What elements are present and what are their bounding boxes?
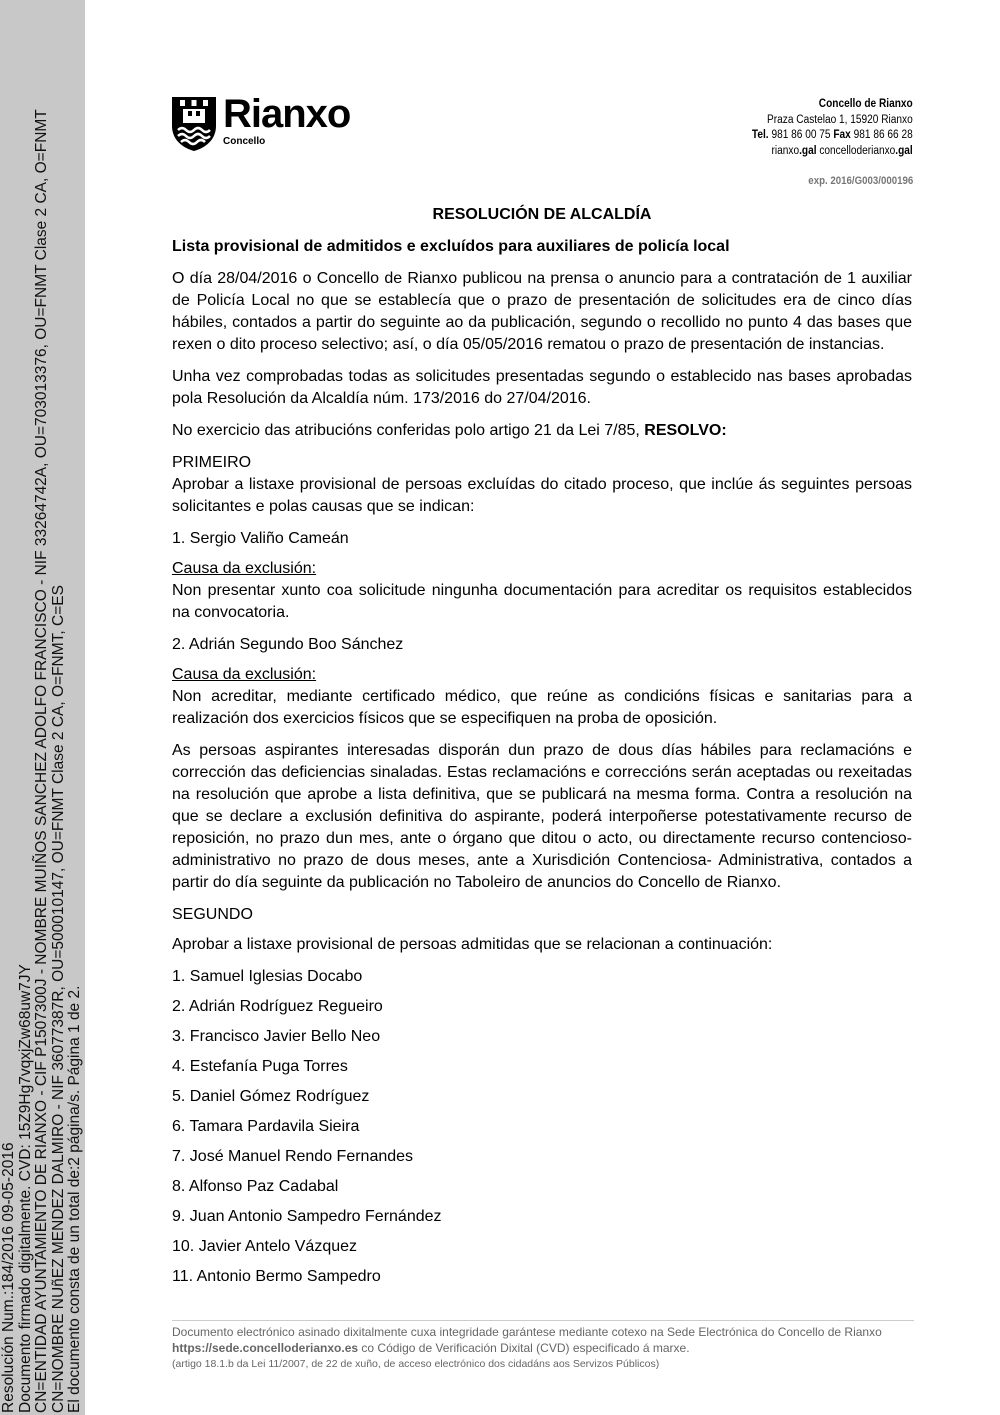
list-item: 3. Francisco Javier Bello Neo xyxy=(172,1028,381,1045)
paragraph-claims: As persoas aspirantes interesadas disporán dun prazo de dous días hábiles para reclamacións e corrección das deficiencias sinaladas. Estas reclamacións e correccións serán aceptadas ou rexeitadas na resolución que aprobe a lista definitiva, que se publicará na mesma forma. Contra a resolución na que se declare a exclusión definitiva do aspirante, poderá interpoñerse potestativamente recurso de reposición, no prazo dun mes, ante o órgano que ditou o acto, ou directamente recurso contencioso- administrativo no prazo de dous meses, ante a Xurisdición Contenciosa- Administrativa, contados a partir do día seguinte da publicación no Taboleiro de anuncios do Concello de Rianxo. xyxy=(172,742,912,891)
website-concello-tld[interactable]: .gal xyxy=(895,144,913,157)
paragraph-verification: Unha vez comprobadas todas as solicitudes presentadas segundo o establecido nas bases aprobadas pola Resolución da Alcaldía núm. 173/2016 do 27/04/2016. xyxy=(172,368,912,407)
sede-link[interactable]: https://sede.concelloderianxo.es xyxy=(172,1341,359,1355)
page-footer xyxy=(172,1320,914,1372)
website-rianxo-tld[interactable]: .gal xyxy=(799,144,817,157)
website-rianxo[interactable]: rianxo xyxy=(771,144,800,157)
signature-band xyxy=(0,0,85,1415)
list-item: 8. Alfonso Paz Cadabal xyxy=(172,1178,339,1195)
signature-line-3: CN=ENTIDAD AYUNTAMIENTO DE RIANXO - CIF P1507300J - NOMBRE MUIÑOS SANCHEZ ADOLFO FRANCISCO - NIF 33264742A, OU=703013376, OU=FNMT Clase 2 CA, O=FNMT xyxy=(33,109,51,1413)
paragraph-excluded-intro: Aprobar a listaxe provisional de persoas excluídas do citado proceso, que inclúe ás seguintes persoas solicitantes e polas causas que se indican: xyxy=(172,476,912,515)
exclusion-cause-label-1: Causa da exclusión: xyxy=(172,560,317,577)
page-title: RESOLUCIÓN DE ALCALDÍA xyxy=(432,206,652,223)
websites-line xyxy=(752,144,913,160)
footer-line-2 xyxy=(172,1340,914,1356)
admitted-list xyxy=(172,966,912,1288)
fax-number: 981 86 66 28 xyxy=(853,129,913,141)
list-item: 5. Daniel Gómez Rodríguez xyxy=(172,1088,370,1105)
fax-label: Fax xyxy=(833,129,852,141)
org-name: Concello de Rianxo xyxy=(819,98,913,110)
signature-line-4: CN=NOMBRE NUñEZ MENDEZ DALMIRO - NIF 36077387R, OU=500010147, OU=FNMT Clase 2 CA, O=FNMT, C=ES xyxy=(49,585,67,1413)
tel-number: 981 86 00 75 xyxy=(771,129,831,141)
tel-label: Tel. xyxy=(752,129,769,141)
paragraph-admitted-intro: Aprobar a listaxe provisional de persoas admitidas que se relacionan a continuación: xyxy=(172,936,773,953)
list-item: 11. Antonio Bermo Sampedro xyxy=(172,1268,381,1285)
list-item: 4. Estefanía Puga Torres xyxy=(172,1058,348,1075)
excluded-name-1: 1. Sergio Valiño Cameán xyxy=(172,530,349,547)
street-address: Praza Castelao 1, 15920 Rianxo xyxy=(767,113,913,126)
coat-of-arms-icon xyxy=(171,96,217,152)
website-concello[interactable]: concelloderianxo xyxy=(819,144,896,157)
list-item: 7. José Manuel Rendo Fernandes xyxy=(172,1148,414,1165)
address-block xyxy=(752,97,913,159)
paragraph-background: O día 28/04/2016 o Concello de Rianxo publicou na prensa o anuncio para a contratación de 1 auxiliar de Policía Local no que se establecía que o prazo de presentación de solicitudes era de cinco días hábiles, contados a partir do seguinte ao da publicación, segundo o recollido no punto 4 das bases que rexen o dito proceso selectivo; así, o día 05/05/2016 rematou o prazo de presentación de instancias. xyxy=(172,270,912,353)
resolution-body xyxy=(172,204,912,1296)
file-number: exp. 2016/G003/000196 xyxy=(808,175,913,187)
section-primeiro-heading: PRIMEIRO xyxy=(172,454,252,471)
signature-line-2: Documento firmado digitalmente. CVD: 15Z9Hg7vqxjZw68uw7JY xyxy=(16,964,34,1413)
signature-line-5: El documento consta de un total de:2 página/s. Página 1 de 2. xyxy=(66,985,84,1413)
footer-line-3: (artigo 18.1.b da Lei 11/2007, de 22 de xuño, de acceso electrónico dos cidadáns aos Servizos Públicos) xyxy=(172,1358,660,1370)
signature-line-1: Resolución Num.:184/2016 09-05-2016 xyxy=(0,1142,17,1413)
resolvo-label: RESOLVO: xyxy=(644,422,727,439)
list-item: 6. Tamara Pardavila Sieira xyxy=(172,1118,360,1135)
resolvo-intro: No exercicio das atribucións conferidas polo artigo 21 da Lei 7/85, xyxy=(172,422,645,439)
concello-logo xyxy=(171,92,371,154)
document-subtitle: Lista provisional de admitidos e excluídos para auxiliares de policía local xyxy=(172,238,730,255)
phone-fax-line xyxy=(752,128,913,144)
section-segundo-heading: SEGUNDO xyxy=(172,906,253,923)
signature-text xyxy=(0,0,85,1415)
footer-line-2-text: co Código de Verificación Dixital (CVD) especificado á marxe. xyxy=(358,1341,690,1355)
paragraph-resolvo xyxy=(172,420,912,442)
list-item: 2. Adrián Rodríguez Regueiro xyxy=(172,998,383,1015)
list-item: 1. Samuel Iglesias Docabo xyxy=(172,968,363,985)
list-item: 9. Juan Antonio Sampedro Fernández xyxy=(172,1208,442,1225)
footer-line-1: Documento electrónico asinado dixitalmente cuxa integridade garántese mediante cotexo na Sede Electrónica do Concello de Rianxo xyxy=(172,1325,882,1339)
exclusion-cause-2: Non acreditar, mediante certificado médico, que reúne as condicións físicas e sanitarias para a realización dos exercicios físicos que se especifiquen na proba de oposición. xyxy=(172,688,912,727)
exclusion-cause-1: Non presentar xunto coa solicitude ningunha documentación para acreditar os requisitos establecidos na convocatoria. xyxy=(172,582,912,621)
excluded-name-2: 2. Adrián Segundo Boo Sánchez xyxy=(172,636,404,653)
exclusion-cause-label-2: Causa da exclusión: xyxy=(172,666,317,683)
list-item: 10. Javier Antelo Vázquez xyxy=(172,1238,358,1255)
logo-subtitle: Concello xyxy=(223,136,266,147)
logo-wordmark: Rianxo xyxy=(223,92,351,136)
